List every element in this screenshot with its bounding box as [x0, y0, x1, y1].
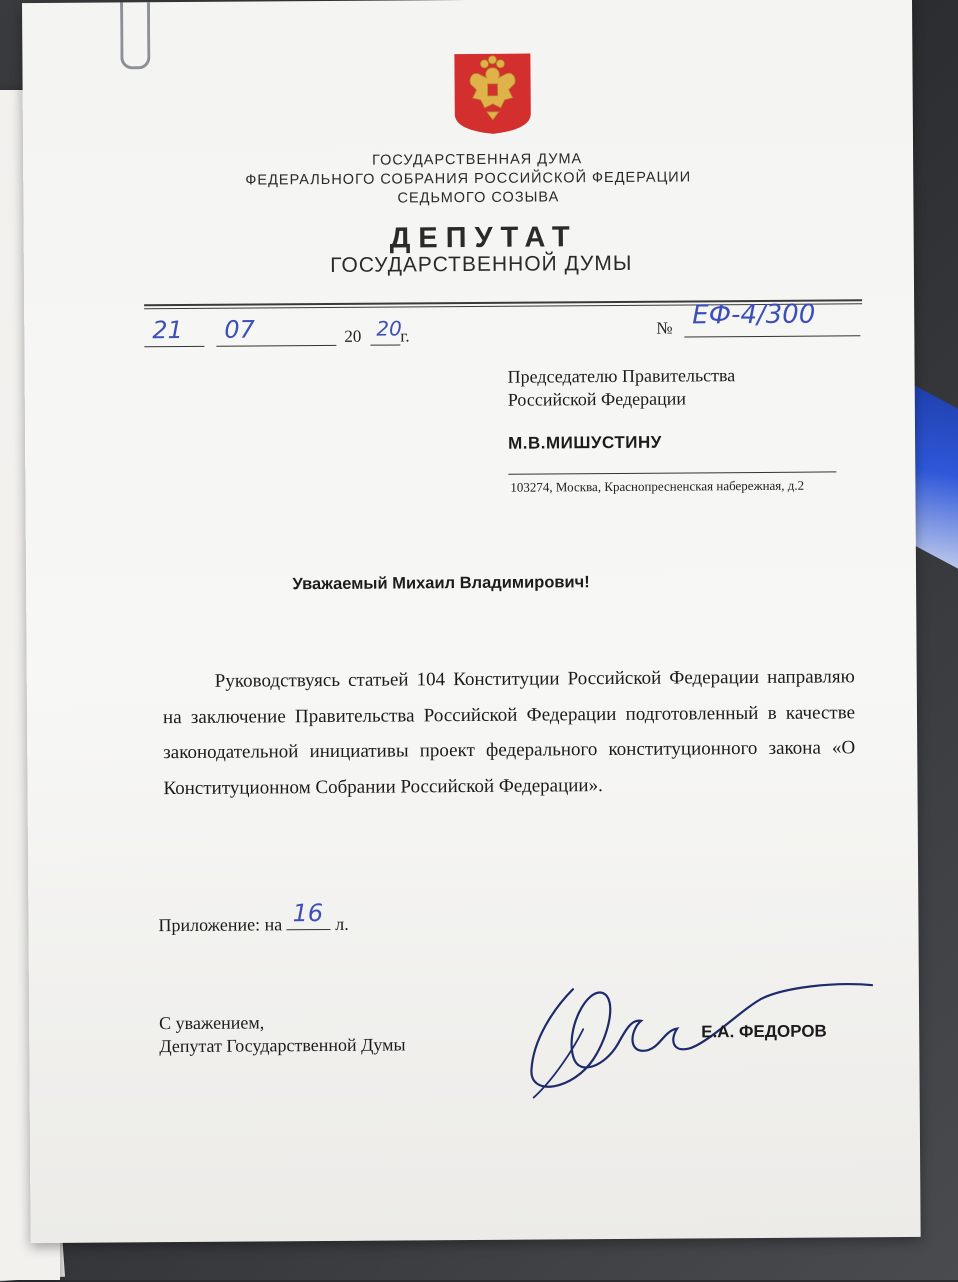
attachment-suffix: л.	[335, 913, 349, 934]
date-year-handwritten: 20	[376, 316, 402, 341]
number-label: №	[656, 318, 673, 338]
attachment-line	[158, 899, 349, 936]
addressee-name: М.В.МИШУСТИНУ	[508, 432, 662, 453]
signer-name: Е.А. ФЕДОРОВ	[701, 1021, 827, 1042]
org-name-line-2: ФЕДЕРАЛЬНОГО СОБРАНИЯ РОССИЙСКОЙ ФЕДЕРАЦИИ	[245, 169, 692, 189]
closing-line-1: С уважением,	[159, 1012, 265, 1034]
addressee-address: 103274, Москва, Краснопресненская набережная, д.2	[510, 477, 805, 495]
attachment-prefix: Приложение: на	[158, 914, 283, 936]
addressee-line-1: Председателю Правительства	[507, 365, 736, 387]
addressee-block	[508, 364, 736, 455]
date-day-handwritten: 21	[152, 315, 183, 345]
letterhead-title: ДЕПУТАТ	[389, 221, 578, 255]
letterhead-subtitle: ГОСУДАРСТВЕННОЙ ДУМЫ	[330, 251, 633, 277]
org-name-line-1: ГОСУДАРСТВЕННАЯ ДУМА	[372, 151, 583, 169]
closing-block	[159, 1010, 406, 1058]
closing-line-2: Депутат Государственной Думы	[159, 1034, 406, 1057]
date-year-suffix: г.	[400, 326, 410, 346]
date-field	[144, 315, 434, 354]
number-handwritten: ЕФ-4/300	[692, 299, 816, 331]
attachment-pages-handwritten: 16	[292, 899, 324, 928]
addressee-line-2: Российской Федерации	[507, 388, 687, 410]
org-name-line-3: СЕДЬМОГО СОЗЫВА	[397, 189, 560, 207]
paper-clip-icon	[120, 2, 150, 69]
russian-coat-of-arms-icon	[450, 50, 535, 137]
address-divider	[508, 471, 836, 474]
date-month-handwritten: 07	[224, 315, 255, 344]
salutation: Уважаемый Михаил Владимирович!	[292, 573, 590, 594]
outgoing-number-field	[656, 299, 866, 338]
letter-sheet	[22, 0, 921, 1243]
date-year-prefix: 20	[344, 326, 362, 346]
letter-body: Руководствуясь статьей 104 Конституции Российской Федерации направляю на заключение Правительства Российской Федерации подготовленный в качестве законодательной инициативы проект федерального конституционного закона «О Конституционном Собрании Российской Федерации».	[162, 666, 856, 799]
